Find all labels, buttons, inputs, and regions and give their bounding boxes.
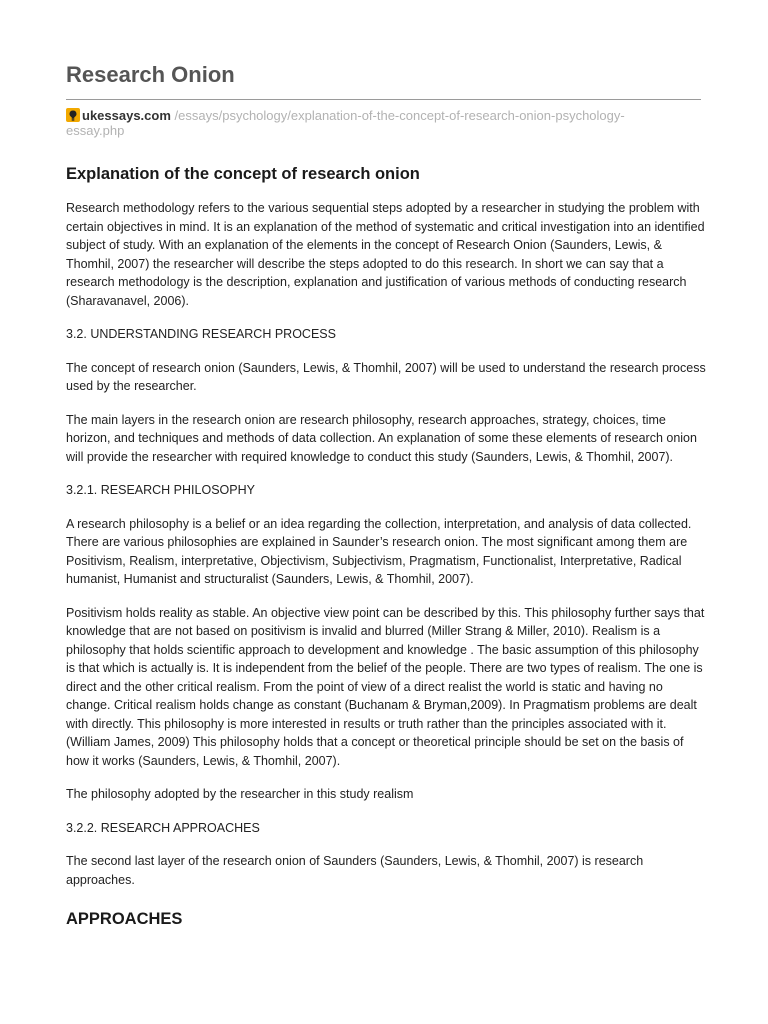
paragraph-onion-concept: The concept of research onion (Saunders, Lewis, & Thomhil, 2007) will be used to understand the research process used by the researcher.	[66, 360, 706, 393]
source-line	[66, 108, 666, 138]
paragraph-philosophy-definition: A research philosophy is a belief or an idea regarding the collection, interpretation, and analysis of data collected. There are various philosophies are explained in Saunder’s research onion. The most significant among them are Positivism, Realism, interpretative, Objectivism, Subjectivism, Pragmatism, Functionalist, Interpretative, Radical humanist, Humanist and structuralist (Saunders, Lewis, & Thomhil, 2007).	[66, 516, 692, 586]
paragraph-intro: Research methodology refers to the various sequential steps adopted by a researcher in studying the problem with certain objectives in mind. It is an explanation of the method of systematic and critical investigation into an identified subject of study. With an explanation of the elements in the concept of Research Onion (Saunders, Lewis, & Thomhil, 2007) the researcher will describe the steps adopted to do this research. In short we can say that a research methodology is the description, explanation and justification of various methods of conducting research (Sharavanavel, 2006).	[66, 201, 705, 308]
section-heading: Explanation of the concept of research onion	[66, 165, 420, 183]
paragraph-approaches: The second last layer of the research onion of Saunders (Saunders, Lewis, & Thomhil, 2007) is research approaches.	[66, 854, 644, 887]
subheading-research-philosophy: 3.2.1. RESEARCH PHILOSOPHY	[66, 483, 255, 497]
document-title: Research Onion	[66, 62, 235, 87]
source-url-link[interactable]: /essays/psychology/explanation-of-the-concept-of-research-onion-psychology-essay.php	[66, 108, 625, 138]
paragraph-adopted-philosophy: The philosophy adopted by the researcher in this study realism	[66, 787, 414, 801]
paragraph-positivism-realism: Positivism holds reality as stable. An objective view point can be described by this. This philosophy further says that knowledge that are not based on positivism is invalid and blurred (Miller Strang & Miller, 2010). Realism is a philosophy that holds scientific approach to development and knowledge . The basic assumption of this philosophy is that which is actually is. It is independent from the belief of the people. There are two types of realism. The one is direct and the other critical realism. From the point of view of a direct realist the world is static and having no change. Critical realism holds change as constant (Buchanam & Bryman,2009). In Pragmatism problems are dealt with directly. This philosophy is more interested in results or truth rather than the principles associated with it. (William James, 2009) This philosophy holds that a concept or theoretical principle should be set on the basis of how it works (Saunders, Lewis, & Thomhil, 2007).	[66, 605, 705, 768]
article-body	[66, 164, 706, 929]
ukessays-logo-icon	[66, 108, 80, 122]
approaches-heading: APPROACHES	[66, 910, 183, 928]
paragraph-main-layers: The main layers in the research onion are research philosophy, research approaches, strategy, choices, time horizon, and techniques and methods of data collection. An explanation of some these elements of research onion will provide the researcher with required knowledge to conduct this study (Saunders, Lewis, & Thomhil, 2007).	[66, 412, 697, 464]
subheading-research-process: 3.2. UNDERSTANDING RESEARCH PROCESS	[66, 327, 336, 341]
subheading-research-approaches: 3.2.2. RESEARCH APPROACHES	[66, 820, 260, 835]
title-divider	[66, 99, 701, 100]
source-site-link[interactable]: ukessays.com	[82, 108, 171, 123]
